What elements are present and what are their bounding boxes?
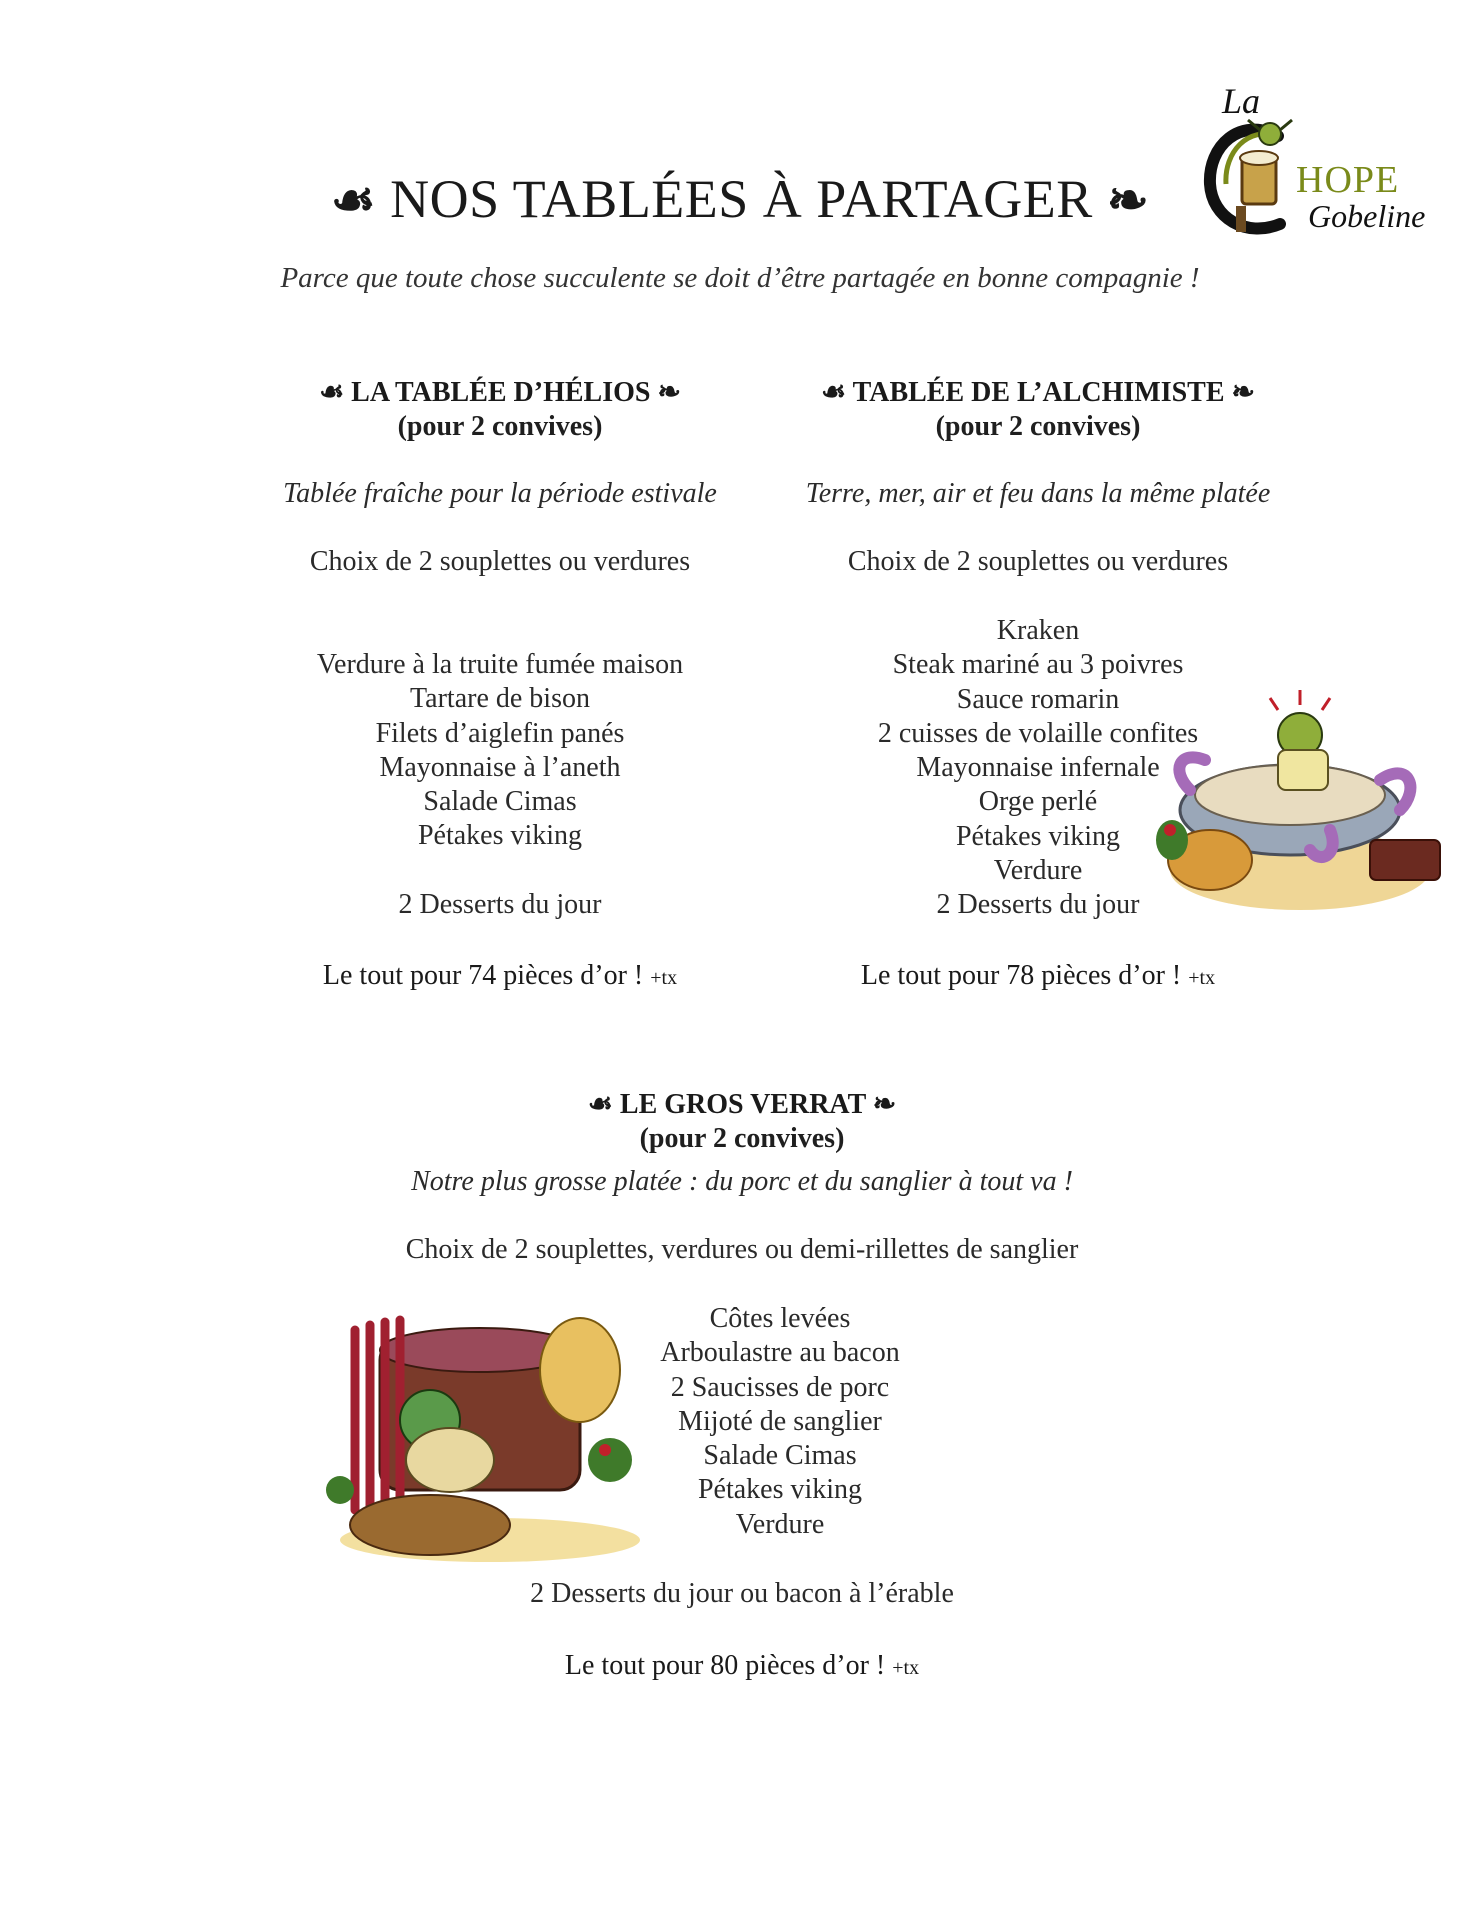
item-list: [630, 1302, 930, 1542]
section-dessert: 2 Desserts du jour: [398, 889, 602, 920]
section-title: ☙ TABLÉE DE L’ALCHIMISTE ❧: [821, 377, 1255, 408]
list-item: Pétakes viking: [955, 820, 1121, 852]
list-item: Salade Cimas: [423, 786, 577, 818]
restaurant-logo: [1200, 80, 1430, 240]
fleuron-right-icon: ❧: [657, 377, 681, 408]
list-item: 2 cuisses de volaille confites: [877, 717, 1199, 749]
section-choice: Choix de 2 souplettes, verdures ou demi-rillettes de sanglier: [405, 1234, 1079, 1265]
list-item: Verdure à la truite fumée maison: [316, 649, 684, 680]
section-price: Le tout pour 74 pièces d’or ! +tx: [322, 960, 678, 991]
section-dessert: 2 Desserts du jour ou bacon à l’érable: [530, 1578, 954, 1609]
fleuron-left-icon: ☙: [587, 1089, 613, 1120]
section-price: Le tout pour 78 pièces d’or ! +tx: [860, 960, 1216, 991]
section-price: Le tout pour 80 pièces d’or ! +tx: [564, 1650, 920, 1681]
list-item: Salade Cimas: [703, 1440, 857, 1472]
section-title: ☙ LA TABLÉE D’HÉLIOS ❧: [319, 377, 681, 408]
list-item: Pétakes viking: [417, 820, 583, 852]
fleuron-right-icon: ❧: [1106, 172, 1150, 228]
list-item: Filets d’aiglefin panés: [375, 717, 625, 749]
fleuron-right-icon: ❧: [1231, 377, 1255, 408]
logo-la-text: La: [1222, 81, 1261, 121]
logo-hope-text: HOPE: [1296, 159, 1400, 201]
list-item: Arboulastre au bacon: [660, 1337, 900, 1369]
page-title-text: NOS TABLÉES À PARTAGER: [390, 169, 1093, 229]
page-title: [260, 168, 1220, 230]
list-item: Verdure: [993, 855, 1083, 887]
list-item: Verdure: [735, 1508, 825, 1540]
list-item: Mayonnaise infernale: [916, 752, 1160, 784]
section-choice: Choix de 2 souplettes ou verdures: [309, 546, 691, 577]
list-item: Mijoté de sanglier: [678, 1405, 882, 1437]
item-list: [230, 648, 770, 854]
section-tagline: Tablée fraîche pour la période estivale: [283, 478, 717, 509]
goblin-boar-feast-illustration: [320, 1310, 650, 1570]
goblin-cauldron-illustration: [1150, 680, 1450, 925]
section-guests: (pour 2 convives): [397, 411, 603, 442]
list-item: 2 Saucisses de porc: [670, 1371, 890, 1403]
list-item: Kraken: [996, 615, 1080, 646]
fleuron-left-icon: ☙: [330, 172, 377, 228]
list-item: 2 Desserts du jour: [936, 889, 1140, 921]
fleuron-left-icon: ☙: [319, 377, 345, 408]
section-choice: Choix de 2 souplettes ou verdures: [847, 546, 1229, 577]
list-item: Sauce romarin: [956, 683, 1120, 715]
section-gros-verrat: [230, 1088, 1254, 1156]
goblin-mug-logo-icon: [1200, 106, 1310, 246]
section-guests: (pour 2 convives): [935, 411, 1141, 442]
tax-note: +tx: [892, 1657, 920, 1679]
fleuron-left-icon: ☙: [821, 377, 847, 408]
tax-note: +tx: [1188, 967, 1216, 989]
list-item: Pétakes viking: [697, 1474, 863, 1506]
logo-gobeline-text: Gobeline: [1308, 198, 1426, 234]
list-item: Orge perlé: [978, 786, 1098, 818]
section-tagline: Terre, mer, air et feu dans la même platée: [805, 478, 1271, 509]
list-item: Mayonnaise à l’aneth: [379, 751, 621, 783]
section-tagline: Notre plus grosse platée : du porc et du sanglier à tout va !: [411, 1166, 1073, 1197]
page-subtitle: Parce que toute chose succulente se doit d’être partagée en bonne compagnie !: [280, 262, 1200, 294]
fleuron-right-icon: ❧: [872, 1089, 897, 1120]
tax-note: +tx: [650, 967, 678, 989]
list-item: Côtes levées: [709, 1303, 851, 1334]
list-item: Steak mariné au 3 poivres: [892, 649, 1184, 681]
list-item: Tartare de bison: [410, 683, 590, 715]
section-guests: (pour 2 convives): [639, 1123, 845, 1154]
section-title: ☙ LE GROS VERRAT ❧: [587, 1089, 897, 1120]
